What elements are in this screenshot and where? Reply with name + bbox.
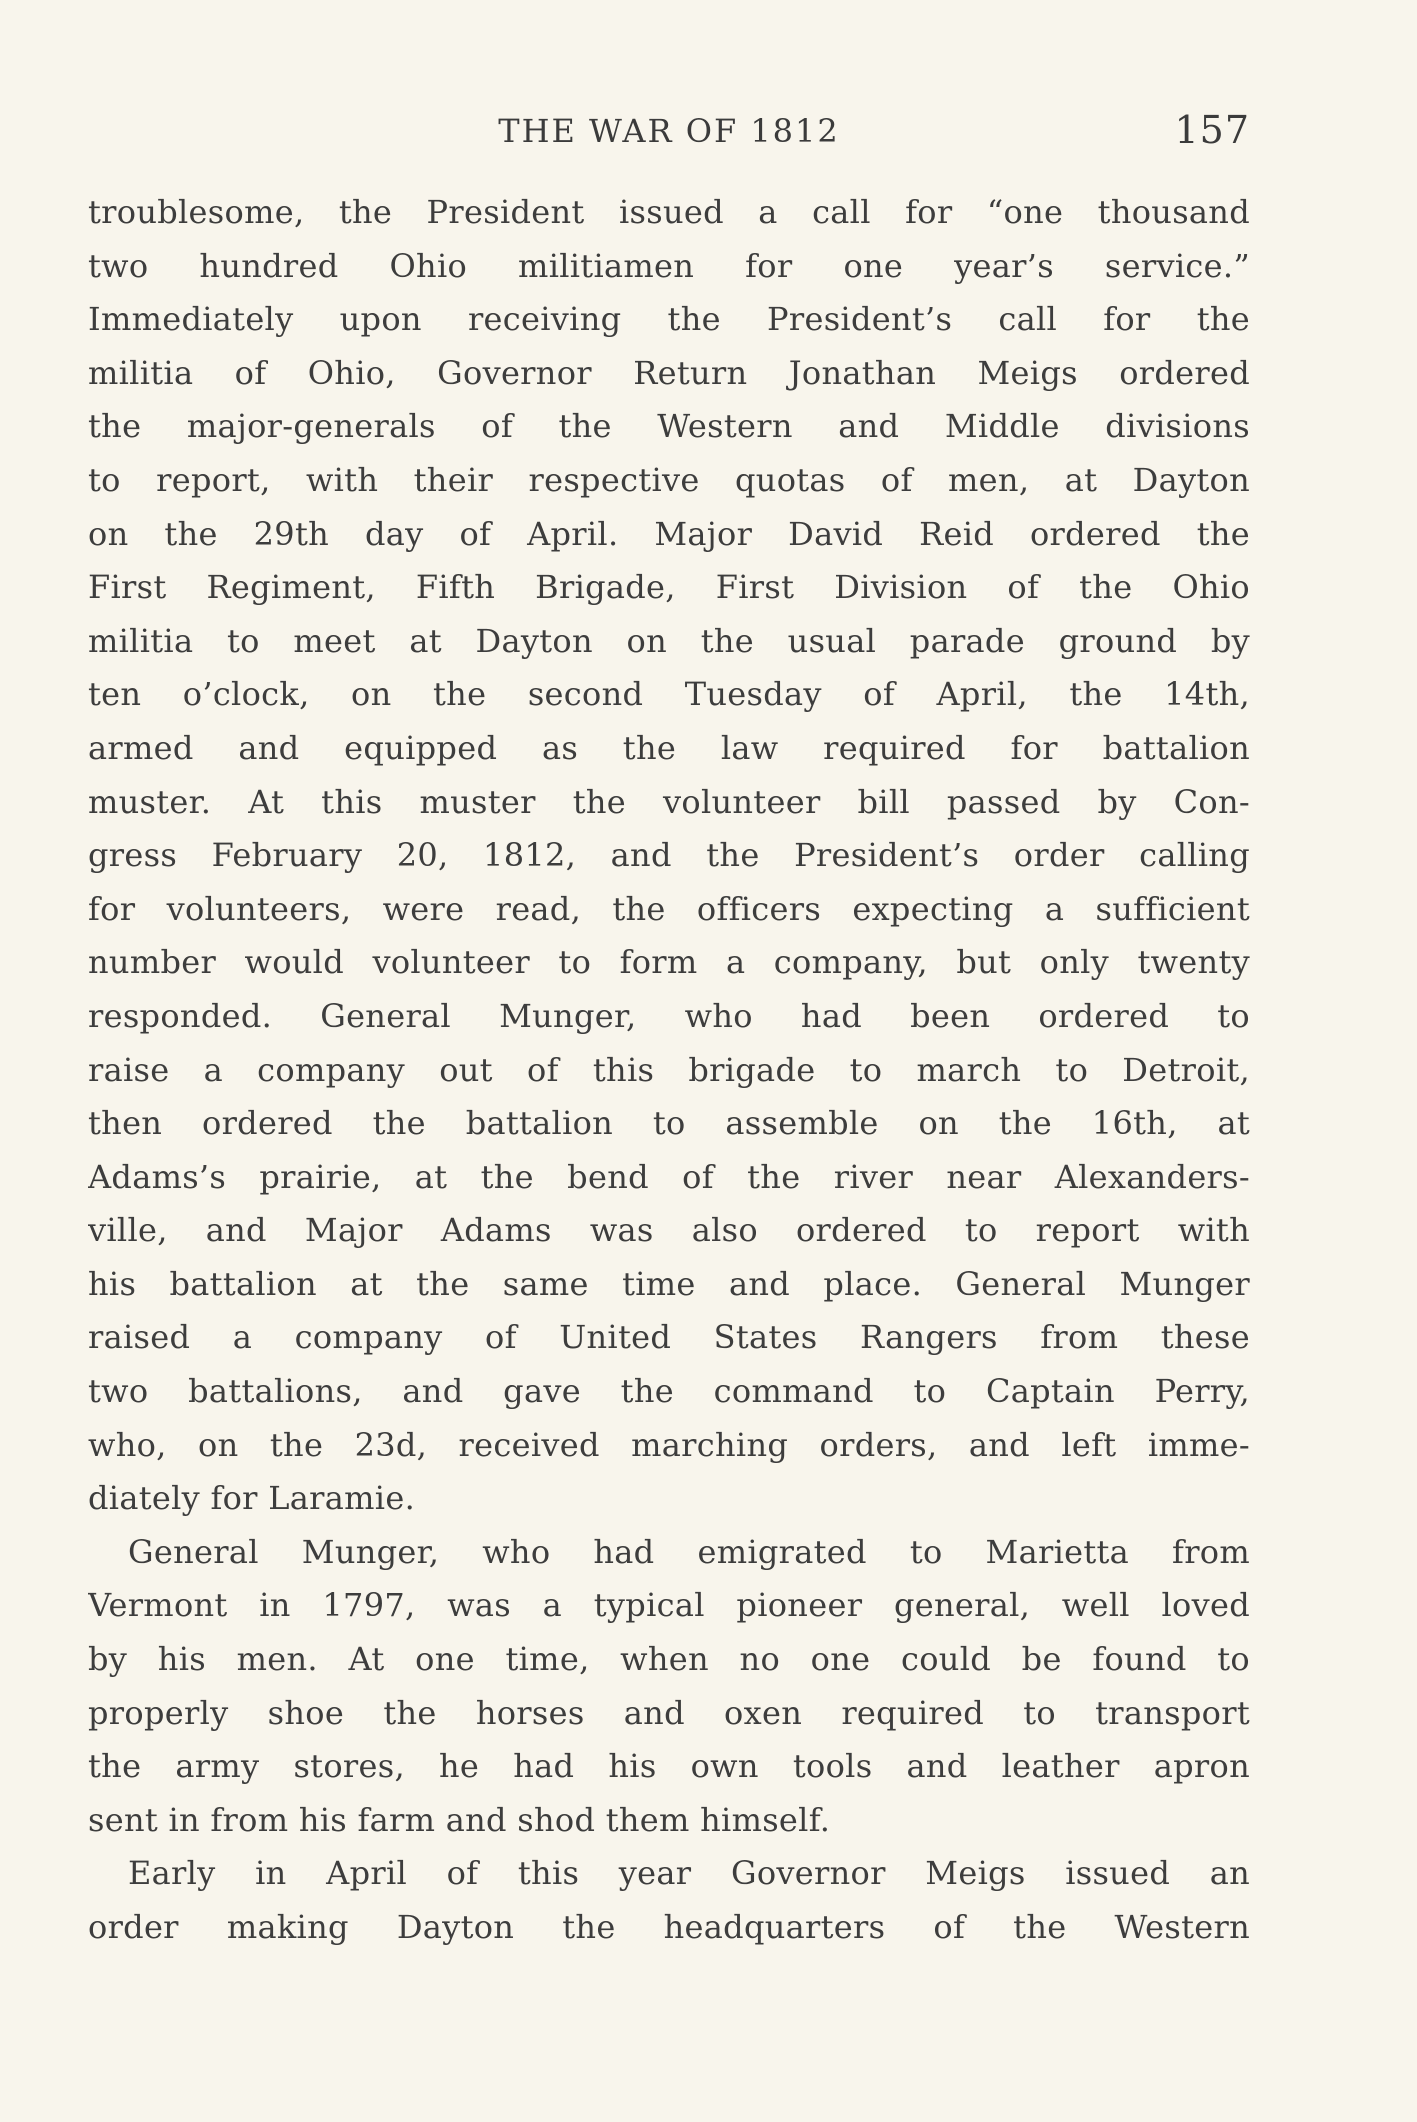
text-line: ville, and Major Adams was also ordered to report with xyxy=(88,1211,1250,1250)
text-line: Vermont in 1797, was a typical pioneer general, well loved xyxy=(88,1586,1250,1625)
text-line: militia of Ohio, Governor Return Jonathan Meigs ordered xyxy=(88,353,1250,392)
text-line: Immediately upon receiving the President’s call for the xyxy=(88,300,1250,339)
text-line: troublesome, the President issued a call for “one thousand xyxy=(88,193,1250,231)
text-line: raise a company out of this brigade to march to Detroit, xyxy=(88,1050,1250,1089)
running-title: THE WAR OF 1812 xyxy=(498,112,840,150)
text-line: for volunteers, were read, the officers expecting a sufficient xyxy=(88,889,1250,928)
text-line: to report, with their respective quotas of men, at Dayton xyxy=(88,460,1250,499)
text-line: ten o’clock, on the second Tuesday of April, the 14th, xyxy=(88,675,1250,714)
text-line: responded. General Munger, who had been ordered to xyxy=(88,996,1250,1035)
text-line: who, on the 23d, received marching orders, and left imme- xyxy=(88,1425,1250,1464)
page-number: 157 xyxy=(1174,108,1250,152)
text-line: General Munger, who had emigrated to Marietta from xyxy=(128,1532,1250,1571)
text-line: raised a company of United States Rangers from these xyxy=(88,1318,1250,1357)
paragraph xyxy=(88,1847,1250,1954)
text-line: order making Dayton the headquarters of the Western xyxy=(88,1908,1250,1946)
text-line: gress February 20, 1812, and the President’s order calling xyxy=(88,836,1250,875)
text-line: his battalion at the same time and place. General Munger xyxy=(88,1264,1250,1303)
paragraph xyxy=(88,1526,1250,1848)
text-line: muster. At this muster the volunteer bill passed by Con- xyxy=(88,782,1250,821)
text-line: properly shoe the horses and oxen required to transport xyxy=(88,1693,1250,1732)
paragraph xyxy=(88,186,1250,1526)
text-line: Early in April of this year Governor Meigs issued an xyxy=(128,1854,1250,1893)
text-line: diately for Laramie. xyxy=(88,1479,416,1518)
text-line: the major-generals of the Western and Middle divisions xyxy=(88,407,1250,446)
text-line: by his men. At one time, when no one could be found to xyxy=(88,1640,1250,1679)
body-text xyxy=(88,186,1250,1955)
text-line: two hundred Ohio militiamen for one year’s service.” xyxy=(88,246,1250,285)
text-line: Adams’s prairie, at the bend of the river near Alexanders- xyxy=(88,1157,1250,1196)
text-line: armed and equipped as the law required for battalion xyxy=(88,728,1250,767)
running-head xyxy=(88,108,1250,160)
text-line: militia to meet at Dayton on the usual parade ground by xyxy=(88,621,1250,660)
text-line: First Regiment, Fifth Brigade, First Division of the Ohio xyxy=(88,568,1250,607)
text-line: number would volunteer to form a company, but only twenty xyxy=(88,943,1250,982)
text-line: two battalions, and gave the command to Captain Perry, xyxy=(88,1372,1250,1411)
text-line: the army stores, he had his own tools and leather apron xyxy=(88,1747,1250,1786)
text-line: sent in from his farm and shod them himself. xyxy=(88,1800,831,1839)
text-line: on the 29th day of April. Major David Reid ordered the xyxy=(88,514,1250,553)
text-line: then ordered the battalion to assemble on the 16th, at xyxy=(88,1104,1250,1143)
